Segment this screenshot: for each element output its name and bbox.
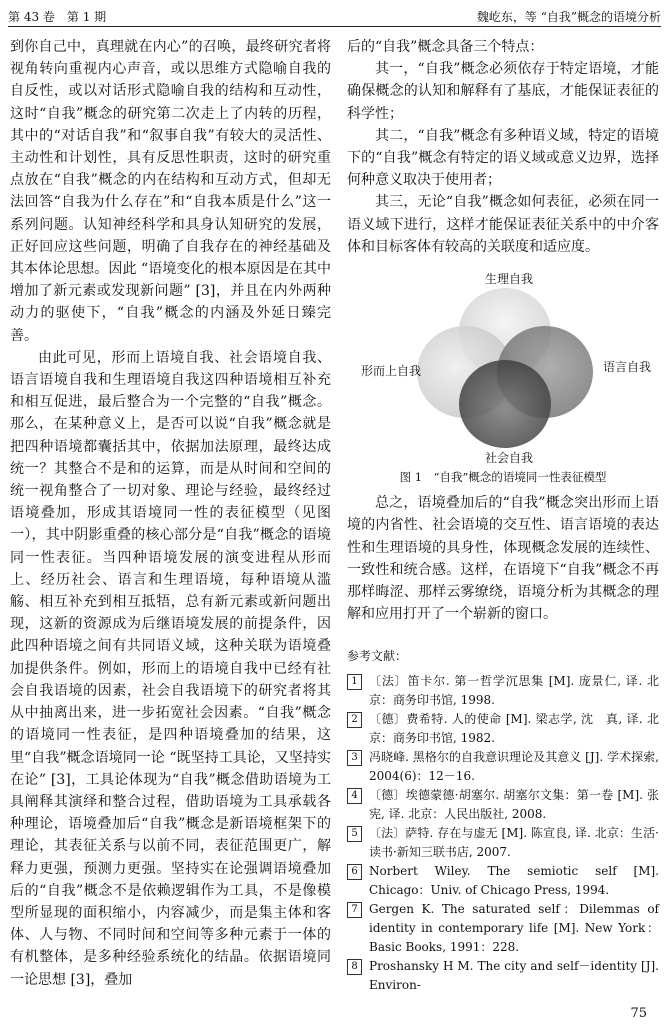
reference-text: Gergen K. The saturated self：Dilemmas of identity in contemporary life [M]. New York：Basic Books, 1991：228. [369, 901, 659, 954]
reference-item [347, 672, 659, 710]
reference-number: 8 [347, 959, 362, 975]
venn-figure [347, 264, 659, 464]
reference-item [347, 786, 659, 824]
reference-number: 1 [347, 674, 362, 690]
journal-issue: 第 43 卷 第 1 期 [8, 10, 107, 24]
reference-item [347, 710, 659, 748]
label-social-self: 社会自我 [485, 451, 534, 466]
figure-caption: 图 1 “自我”概念的语境同一性表征模型 [399, 470, 607, 485]
reference-list [347, 672, 659, 995]
body-paragraph: 其一，“自我”概念必须依存于特定语境，才能确保概念的认知和解释有了基底，才能保证表征的科学性； [347, 61, 659, 122]
reference-item [347, 957, 659, 995]
reference-number: 6 [347, 864, 362, 880]
references-heading: 参考文献： [347, 649, 408, 664]
reference-text: 〔德〕埃德蒙德·胡塞尔. 胡塞尔文集：第一卷 [M]. 张宪, 译. 北京：人民出版社, 2008. [369, 787, 659, 821]
header-rule [8, 26, 661, 27]
page-number: 75 [630, 1006, 647, 1021]
reference-text: 〔法〕笛卡尔. 第一哲学沉思集 [M]. 庞景仁, 译. 北京：商务印书馆, 1998. [369, 673, 659, 707]
body-paragraph: 后的“自我”概念具备三个特点： [347, 39, 544, 55]
reference-text: Norbert Wiley. The semiotic self [M]. Chicago：Univ. of Chicago Press, 1994. [369, 863, 659, 897]
label-linguistic-self: 语言自我 [603, 360, 652, 375]
reference-text: 冯晓峰. 黑格尔的自我意识理论及其意义 [J]. 学术探索, 2004(6)：12－16. [369, 749, 659, 783]
reference-item [347, 824, 659, 862]
reference-item [347, 900, 659, 957]
reference-text: 〔法〕萨特. 存在与虚无 [M]. 陈宣良, 译. 北京：生活·读书·新知三联书店, 2007. [369, 825, 659, 859]
body-paragraph: 总之，语境叠加后的“自我”概念突出形而上语境的内省性、社会语境的交互性、语言语境的表达性和生理语境的具身性，体现概念发展的连续性、一致性和统合感。这样，在语境下“自我”概念不再那样晦涩、那样云雾缭绕，语境分析为其概念的理解和应用打开了一个崭新的窗口。 [347, 495, 659, 623]
reference-item [347, 862, 659, 900]
reference-number: 2 [347, 712, 362, 728]
venn-circle-bottom [459, 360, 551, 448]
label-metaphysical-self: 形而上自我 [361, 364, 422, 379]
body-paragraph: 其二，“自我”概念有多种语义域，特定的语境下的“自我”概念有特定的语义域或意义边界，选择何种意义取决于使用者； [347, 127, 659, 189]
reference-text: 〔德〕费希特. 人的使命 [M]. 梁志学, 沈 真, 译. 北京：商务印书馆, 1982. [369, 711, 659, 745]
running-header [8, 4, 661, 26]
reference-number: 4 [347, 788, 362, 804]
left-column [10, 36, 331, 991]
body-paragraph: 由此可见，形而上语境自我、社会语境自我、语言语境自我和生理语境自我这四种语境相互补充和相互促进，最后整合为一个完整的“自我”概念。那么，在某种意义上，是否可以说“自我”概念就是把四种语境都囊括其中，依据加法原理，最终达成统一？其整合不是和的运算，而是从时间和空间的统一视角整合了一切对象、理论与经验，最终经过语境叠加，形成其语境同一性的表征模型（见图一），其中阴影重叠的核心部分是“自我”概念的语境同一性表征。当四种语境发展的演变进程从形而上、经历社会、语言和生理语境，每种语境从滥觞、相互补充到相互抵牾，总有新元素或新问题出现，这新的资源成为后继语境发展的前提条件，因此四种语境之间有共同语义域，这种关联为语境叠加提供条件。例如，形而上的语境自我中已经有社会自我语境的因素，社会自我语境下的研究者将其从中抽离出来，进一步拓宽社会因素。“自我”概念的语境同一性表征，是四种语境叠加的结果，这里“自我”概念语境同一论 “既坚持工具论，又坚持实在论” [3]，工具论体现为“自我”概念借助语境为工具阐释其演绎和整合过程，借助语境为工具承载各种理论，语境叠加后“自我”概念是新语境框架下的理论，其表征关系与以前不同，表征范围更广，解释力更强，预测力更强。坚持实在论强调语境叠加后的“自我”概念不是依赖逻辑作为工具，不是像模型所显现的面积缩小，内容减少，而是集主体和客体、人与物、不同时间和空间等多种元素于一体的有机整体，是多种经验系统化的结晶。依据语境同一论思想 [3]，叠加 [10, 349, 331, 988]
article-running-title: 魏屹东，等 “自我”概念的语境分析 [476, 10, 661, 24]
reference-item [347, 748, 659, 786]
body-paragraph: 到你自己中，真理就在内心”的召唤，最终研究者将视角转向重视内心声音，或以思维方式隐喻自我的自反性，或以对话形式隐喻自我的结构和互动性，这时“自我”概念的研究第二次走上了内转的历程，其中的“对话自我”和“叙事自我”有较大的灵活性、主动性和计划性，具有反思性职责，这时的研究重点放在“自我”概念的内在结构和互动方式，但却无法回答“自我为什么存在”和“自我本质是什么”这一系列问题。认知神经科学和具身认知研究的发展，正好回应这些问题，明确了自我存在的神经基础及其本体论思想。因此 “语境变化的根本原因是在其中增加了新元素或发现新问题” [3]，并且在内外两种动力的驱使下，“自我”概念的内涵及外延日臻完善。 [10, 39, 331, 344]
reference-number: 5 [347, 826, 362, 842]
reference-text: Proshansky H M. The city and self－identity [J]. Environ- [369, 958, 659, 992]
body-paragraph: 其三，无论“自我”概念如何表征，必须在同一语义域下进行，这样才能保证表征关系中的中介客体和目标客体有较高的关联度和适应度。 [347, 194, 659, 255]
label-physiological-self: 生理自我 [485, 272, 534, 287]
right-column [347, 36, 659, 995]
reference-number: 7 [347, 902, 362, 918]
reference-number: 3 [347, 750, 362, 766]
